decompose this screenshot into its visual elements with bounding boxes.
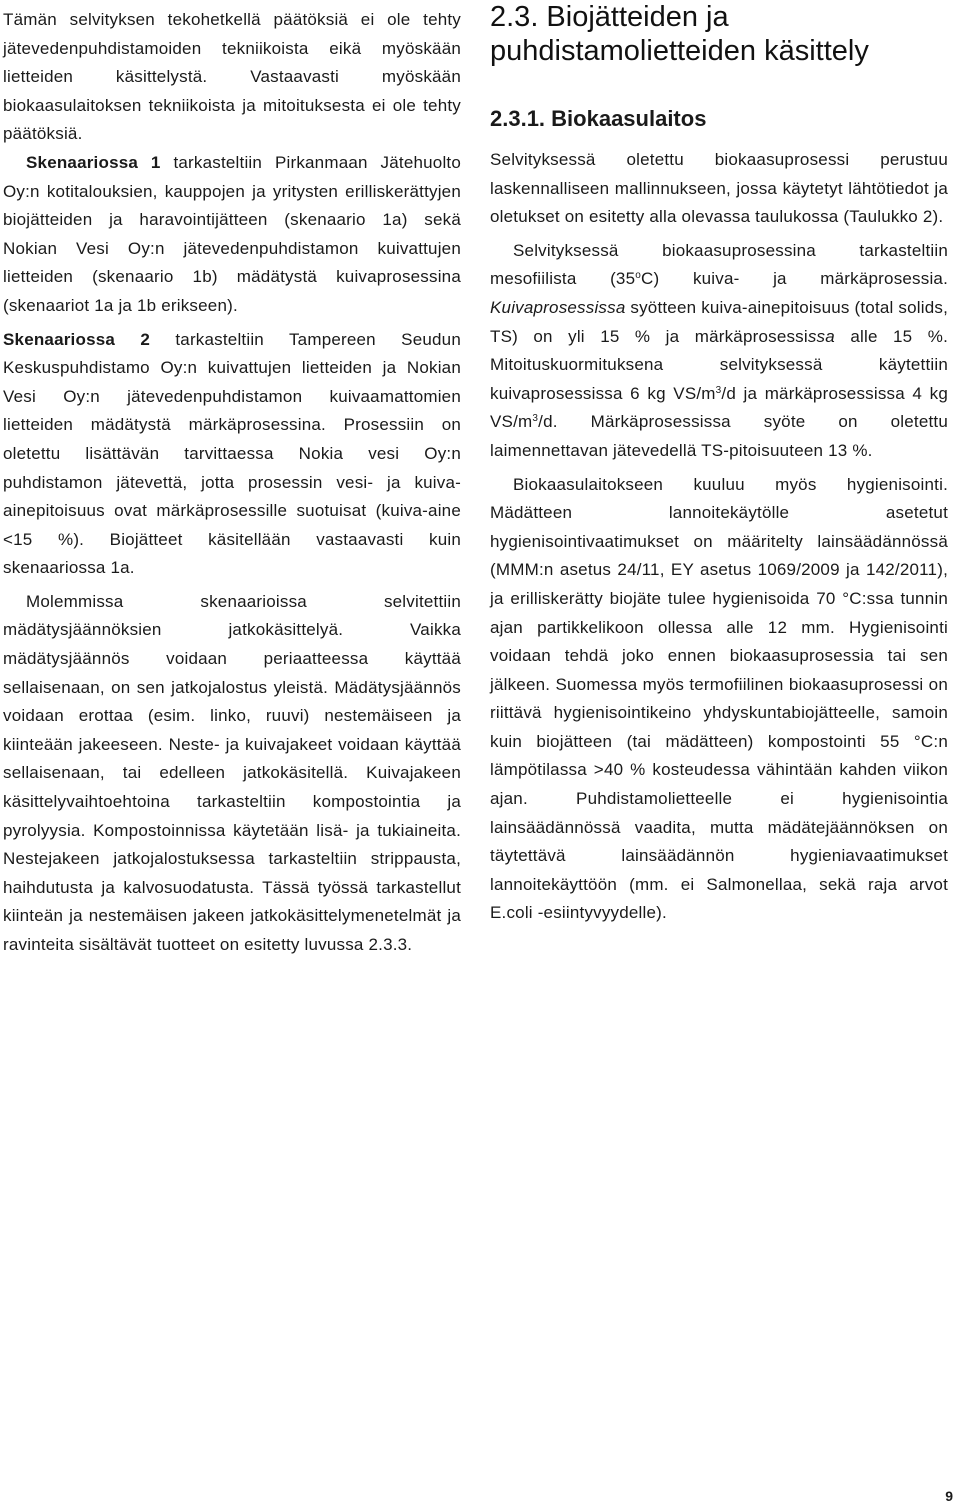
scenario-1-text: tarkasteltiin Pirkanmaan Jätehuolto Oy:n kotitalouksien, kauppojen ja yritysten erilliskerättyjen biojätteiden ja haravointijätteen (skenaario 1a) sekä Nokian Vesi Oy:n jätevedenpuhdistamon kuivattujen lietteiden (skenaario 1b) mädätystä kuivaprosessina (skenaariot 1a ja 1b erikseen). (3, 152, 461, 315)
cubic-sup-1: 3 (715, 384, 722, 396)
scenario-2-lead: Skenaariossa 2 (3, 329, 151, 349)
process-text-a: Selvityksessä biokaasuprosessina tarkasteltiin mesofiilista (35 (490, 240, 948, 289)
paragraph-process (490, 237, 948, 466)
scenario-1-lead: Skenaariossa 1 (26, 152, 161, 172)
process-text-d: alle 15 %. Mitoituskuormituksena selvityksessä käytettiin kuivaprosessissa 6 kg VS/m (490, 326, 948, 403)
process-text-f: /d. Märkäprosessissa syöte on oletettu laimennettavan jätevedellä TS-pitoisuuteen 13 %. (490, 412, 948, 460)
page-number: 9 (945, 1488, 953, 1504)
right-column (490, 0, 948, 928)
paragraph-scenario-1 (3, 149, 461, 321)
process-text-e: /d ja märkäprosessissa 4 kg VS/m (490, 383, 948, 432)
scenario-2-text: tarkasteltiin Tampereen Seudun Keskuspuhdistamo Oy:n kuivattujen lietteiden ja Nokian Vesi Oy:n jätevedenpuhdistamon kuivaamattomien lietteiden mädätystä märkäprosessina. Prosessiin on oletettu lisättävän tarvittaessa Nokia vesi Oy:n puhdistamon jätevettä, jotta prosessin vesi- ja kuiva-ainepitoisuus ovat märkäprosessille suotuisat (kuiva-aine <15 %). Biojätteet käsitellään vastaavasti kuin skenaariossa 1a. (3, 329, 461, 578)
process-italic-1: Kuivaprosessissa (490, 297, 626, 317)
paragraph-scenario-2 (3, 326, 461, 583)
cubic-sup-2: 3 (532, 413, 539, 425)
section-heading: 2.3. Biojätteiden ja puhdistamolietteiden käsittely (490, 1, 869, 67)
paragraph-digestate: Molemmissa skenaarioissa selvitettiin mädätysjäännöksien jatkokäsittelyä. Vaikka mädätysjäännös voidaan periaatteessa käyttää sellaisenaan, on sen jatkojalostus yleistä. Mädätysjäännös voidaan erottaa (esim. linko, ruuvi) nestemäiseen ja kiinteään jakeeseen. Neste- ja kuivajakeet voidaan käyttää sellaisenaan, tai edelleen jatkokäsitellä. Kuivajakeen käsittelyvaihtoehtoina tarkasteltiin kompostointia ja pyrolyysia. Kompostoinnissa käytetään lisä- ja tukiaineita. Nestejakeen jatkojalostuksessa tarkasteltiin strippausta, haihdutusta ja kalvosuodatusta. Tässä työssä tarkastellut kiinteän ja nestemäisen jakeen jatkokäsittelymenetelmät ja ravinteita sisältävät tuotteet on esitetty luvussa 2.3.3. (3, 591, 461, 954)
process-text-c: syötteen kuiva-ainepitoisuus (total solids, TS) on yli 15 % ja märkäprosessi (490, 297, 949, 346)
process-text-b: C) kuiva- ja märkäprosessia. (641, 269, 949, 289)
left-column (3, 0, 461, 960)
process-italic-2: ssa (807, 326, 835, 346)
degree-sup: o (635, 270, 642, 282)
paragraph-intro: Tämän selvityksen tekohetkellä päätöksiä ei ole tehty jätevedenpuhdistamoiden tekniikoista eikä myöskään lietteiden käsittelystä. Vastaavasti myöskään biokaasulaitoksen tekniikoista ja mitoituksesta ei ole tehty päätöksiä. (3, 10, 461, 144)
paragraph-model: Selvityksessä oletettu biokaasuprosessi perustuu laskennalliseen mallinnukseen, jossa käytetyt lähtötiedot ja oletukset on esitetty alla olevassa taulukossa (Taulukko 2). (490, 150, 948, 227)
subsection-heading: 2.3.1. Biokaasulaitos (490, 106, 707, 131)
paragraph-hygienisation: Biokaasulaitokseen kuuluu myös hygienisointi. Mädätteen lannoitekäytölle asetetut hygienisointivaatimukset on määritelty lainsäädännössä (MMM:n asetus 24/11, EY asetus 1069/2009 ja 142/2011), ja erilliskerätty biojäte tulee hygienisoida 70 °C:ssa tunnin ajan partikkelikoon ollessa alle 12 mm. Hygienisointi voidaan tehdä joko ennen biokaasuprosessia tai sen jälkeen. Suomessa myös termofiilinen biokaasuprosessi on riittävä hygienisointikeino yhdyskuntabiojätteelle, samoin kuin biojätteen (tai mädätteen) kompostointi 55 °C:n lämpötilassa >40 % kosteudessa vähintään kahden viikon ajan. Puhdistamolietteelle ei hygienisointia lainsäädännössä vaadita, mutta mädätejäännöksen on täytettävä lainsäädännön hygieniavaatimukset lannoitekäyttöön (mm. ei Salmonellaa, sekä raja arvot E.coli -esiintyvyydelle). (490, 474, 948, 923)
